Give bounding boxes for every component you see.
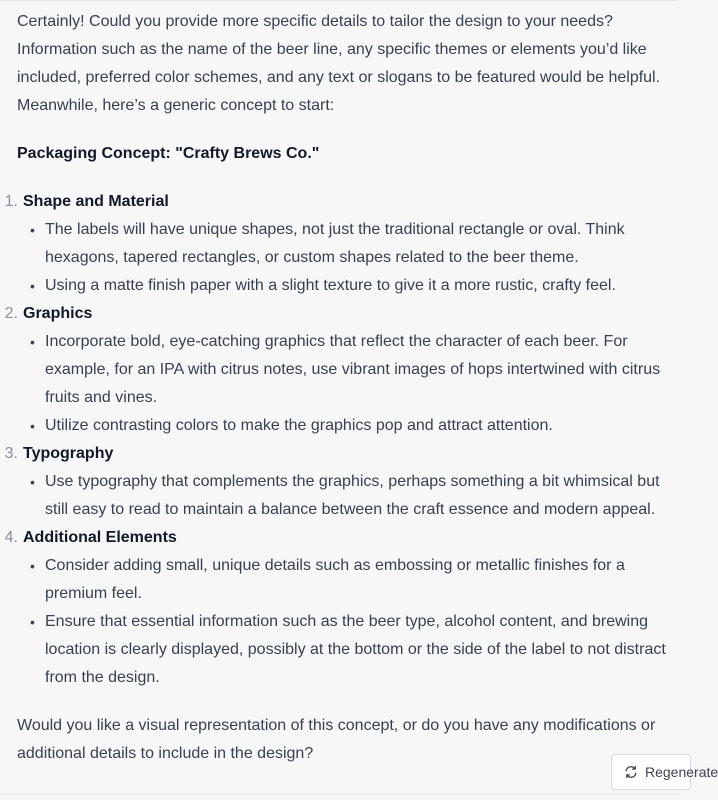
bullet-text: Using a matte finish paper with a slight texture to give it a more rustic, crafty feel.	[45, 277, 616, 294]
section-title: Graphics	[23, 305, 93, 322]
bullet-item	[23, 552, 672, 608]
bullet-item	[23, 468, 672, 524]
bullet-dot-icon: •	[30, 222, 35, 238]
bullet-item	[23, 608, 672, 692]
bullet-dot-icon: •	[30, 278, 35, 294]
message-intro: Certainly! Could you provide more specific details to tailor the design to your needs? Information such as the name of the beer line, any specific themes or elements you’d like included, preferred color schemes, and any text or slogans to be featured would be helpful. Meanwhile, here’s a generic concept to start:	[17, 13, 661, 114]
top-divider	[0, 0, 678, 1]
bullet-item	[23, 272, 672, 300]
concept-title: Packaging Concept: "Crafty Brews Co."	[17, 145, 320, 162]
assistant-message	[4, 8, 672, 768]
bullet-list	[23, 216, 672, 300]
section-item	[4, 440, 672, 524]
bullet-dot-icon: •	[30, 558, 35, 574]
bullet-dot-icon: •	[30, 418, 35, 434]
bullet-list	[23, 328, 672, 440]
bullet-item	[23, 328, 672, 412]
section-number: 4.	[4, 529, 18, 546]
section-title: Typography	[23, 445, 114, 462]
bullet-text: Ensure that essential information such as the beer type, alcohol content, and brewing location is clearly displayed, possibly at the bottom or the side of the label to not distract from the design.	[45, 613, 666, 686]
bullet-item	[23, 216, 672, 272]
message-outro: Would you like a visual representation of this concept, or do you have any modifications or additional details to include in the design?	[17, 717, 656, 762]
bullet-dot-icon: •	[30, 334, 35, 350]
bullet-text: Use typography that complements the graphics, perhaps something a bit whimsical but still easy to read to maintain a balance between the craft essence and modern appeal.	[45, 473, 660, 518]
section-item	[4, 524, 672, 692]
bullet-text: The labels will have unique shapes, not just the traditional rectangle or oval. Think hexagons, tapered rectangles, or custom shapes related to the beer theme.	[45, 221, 625, 266]
section-number: 3.	[4, 445, 18, 462]
section-number: 2.	[4, 305, 18, 322]
bullet-text: Incorporate bold, eye-catching graphics that reflect the character of each beer. For example, for an IPA with citrus notes, use vibrant images of hops intertwined with citrus fruits and vines.	[45, 333, 661, 406]
section-title: Shape and Material	[23, 193, 169, 210]
bullet-list	[23, 552, 672, 692]
bullet-dot-icon: •	[30, 474, 35, 490]
section-item	[4, 188, 672, 300]
bottom-divider	[0, 794, 678, 795]
regenerate-button[interactable]	[611, 754, 718, 790]
section-item	[4, 300, 672, 440]
bullet-text: Consider adding small, unique details such as embossing or metallic finishes for a premium feel.	[45, 557, 625, 602]
bullet-item	[23, 412, 672, 440]
section-number: 1.	[4, 193, 18, 210]
refresh-icon	[624, 765, 638, 779]
bullet-list	[23, 468, 672, 524]
bullet-dot-icon: •	[30, 614, 35, 630]
regenerate-label: Regenerate	[645, 764, 718, 780]
sections-list	[4, 188, 672, 692]
bullet-text: Utilize contrasting colors to make the graphics pop and attract attention.	[45, 417, 553, 434]
section-title: Additional Elements	[23, 529, 177, 546]
